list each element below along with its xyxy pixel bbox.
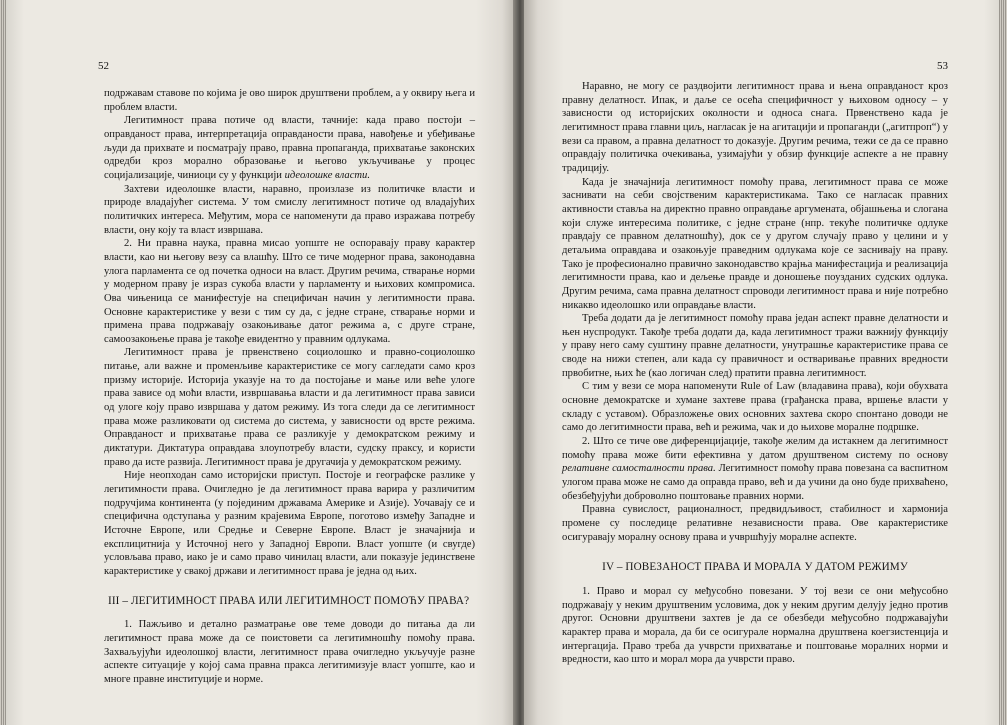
italic-phrase: идеолошке власти.: [284, 169, 371, 181]
paragraph: Треба додати да је легитимност помоћу права један аспект правне делатности и њен нуспродукт. Такође треба додати да, када легитимност тражи важнију функцију у праву него саму суштину правне делатности, унутрашње карактеристике права се своде на нижи степен, али када су правичност и остваривање правних вредности првобитне, њих ће (као логичан след) пратити правна легитимност.: [562, 313, 948, 379]
paragraph: Наравно, не могу се раздвојити легитимност права и њена оправданост кроз правну делатност. Ипак, и даље се осећа специфичност у њиховом односу – у зависности од историјских околности и односа снага. Првенствено када је легитимност права главни циљ, нагласак је на агитацији и пропаганди („агитпроп“) у вези са правом, а правна делатност то доказује. Другим речима, тежи се да се правно оправдају политичка очекивања, узимајући у обзир функције аспекте а не правну традицију.: [562, 81, 948, 174]
paragraph: Легитимност права је првенствено социолошко и правно-социолошко питање, али важне и променљиве карактеристике се могу сагледати само кроз призму историје. Историја указује на то да постојање и мање или веће улоге права зависе од моћи власти, извршавања власти и да легитимност права зависи од улоге коју право извршава у датом режиму. Из тога следи да се легитимност права може разликовати од система до система, у зависности од врсте режима. Оправданост и прихватање права се разликује у демократском режиму и диктатури. Диктатура оправдава злоупотребу власти, судску праксу, и користи право да исте развија. Легитимност права је другачија у демократском режиму.: [104, 347, 475, 468]
paragraph: Правна сувислост, рационалност, предвидљивост, стабилност и хармонија промене су последице релативне независности права. Ове карактеристике осигуравају моралну основу права и учвршћују моралне аспекте.: [562, 504, 948, 543]
italic-phrase: релативне самосталности права.: [562, 463, 716, 475]
paragraph: 2. Ни правна наука, правна мисао уопште не оспоравају праву карактер власти, као ни његову везу са влашћу. Што се тиче модерног права, законодавна улога парламента се од почетка односи на власт. Другим речима, стварање норми у модерном праву је израз сукоба власти у парламенту и њихових компромиса. Ова чињеница се манифестује на специфичан начин у легитимности права. Основне карактеристике у вези с тим су да, с једне стране, стварање норми и примена права подржавају озакоњивање датог режима а, с друге стране, самоозакоњење права је такође евидентно у правним одлукама.: [104, 238, 475, 345]
paragraph: Када је значајнија легитимност помоћу права, легитимност права се може заснивати на себи својственим карактеристикама. Тако се нагласак правних активности ставља на директно правно оправдање аргумената, објашњења и слогана који служе интересима политике, с једне стране (нпр. текуће политичке одлуке правдају се правном делатношћу), док се у другом случају право у целини и у детаљима оправдава и озакоњује праведним одлукама које се заснивају на праву. Тако је професионално правично законодавство крајња манифестација и реализација легитимности права, као и дељење правде и доношење поузданих судских одлука. Другим речима, сама правна делатност спроводи легитимност права и није потребно никакво идеолошко или оправдање власти.: [562, 176, 948, 311]
page-edges-right: [999, 0, 1007, 725]
page-number-right: 53: [937, 60, 948, 72]
page-number-left: 52: [98, 60, 109, 72]
paragraph: подржавам ставове по којима је ово широк друштвени проблем, а у оквиру њега и проблем власти.: [104, 88, 475, 113]
paragraph: Захтеви идеолошке власти, наравно, произлазе из политичке власти и природе владајућег система. У том смислу легитимност потиче од владајућих политичких интереса. Међутим, мора се напоменути да право изражава потребу власти, ону коју та власт извршава.: [104, 183, 475, 236]
paragraph: 1. Пажљиво и детално разматрање ове теме доводи до питања да ли легитимност права може да се поистовети са легитимношћу помоћу права. Захваљујући идеолошкој власти, легитимност права очигледно укључује разне аспекте ситуације у којој сама правна пракса легитимизује власт уопште, као и многе правне институције и норме.: [104, 619, 475, 685]
left-page: [6, 0, 516, 725]
section-heading: IV – ПОВЕЗАНОСТ ПРАВА И МОРАЛА У ДАТОМ РЕЖИМУ: [602, 561, 908, 574]
paragraph: 2. Што се тиче ове диференцијације, такође желим да истакнем да легитимност помоћу права може бити ефективна у датом друштвеном систему по основу релативне самосталности права. Легитимност помоћу права повезана са васпитном улогом права може не само да оправда право, већ и да учини да оно буде прихваћено, обезбеђујући доброволно поштовање правних норми.: [562, 436, 948, 502]
paragraph: 1. Право и морал су међусобно повезани. У тој вези се они међусобно подржавају у неким друштвеним условима, док у неким другим делују једно против другог. Основни друштвени захтев је да се обезбеди међусобно подржавајући карактер права и морала, да би се осигурале нормална друштвена коегзистенција и интергација. Право треба да учврсти прихватање и поштовање моралних норми и вредности, као што и морал мора да учврсти право.: [562, 585, 948, 666]
left-page-text: [104, 87, 475, 687]
paragraph: Није неопходан само историјски приступ. Постоје и географске разлике у легитимности права. Очигледно је да легитимност права варира у различитим подручјима континента (у појединим државама Америке и Азије). Уочавају се и специфична одступања у разним крајевима Европе, поготово између Западне и Источне Европе, или Средње и Северне Европе. Власт је значајнија и експлицитнија у Источној него у Западној Европи. Власт уопште (и свугде) условљава право, иако је и само право чинилац власти, али показује јединствене карактеристике у свакој држави и легитимност права је једна од њих.: [104, 470, 475, 577]
paragraph: С тим у вези се мора напоменути Rule of Law (владавина права), који обухвата основне демократске и хумане захтеве права (грађанска права, вршење власти у складу с уставом). Образложење ових основних захтева скоро спонтано доводи не само до легитимности права, већ и режима, чак и до њихове моралне подршке.: [562, 381, 948, 434]
paragraph: Легитимност права потиче од власти, тачније: када право постоји – оправданост права, интерпретација оправданости права, навођење и убеђивање људи да прихвате и посматрају право, правна пропаганда, прихватање законских одредби кроз морално образовање и његово укључивање у процес социјализације, чиниоци су у функцији идеолошке власти.: [104, 115, 475, 181]
section-heading: III – ЛЕГИТИМНОСТ ПРАВА ИЛИ ЛЕГИТИМНОСТ ПОМОЋУ ПРАВА?: [108, 594, 470, 607]
right-page: [524, 0, 1001, 725]
right-page-text: [562, 80, 948, 667]
